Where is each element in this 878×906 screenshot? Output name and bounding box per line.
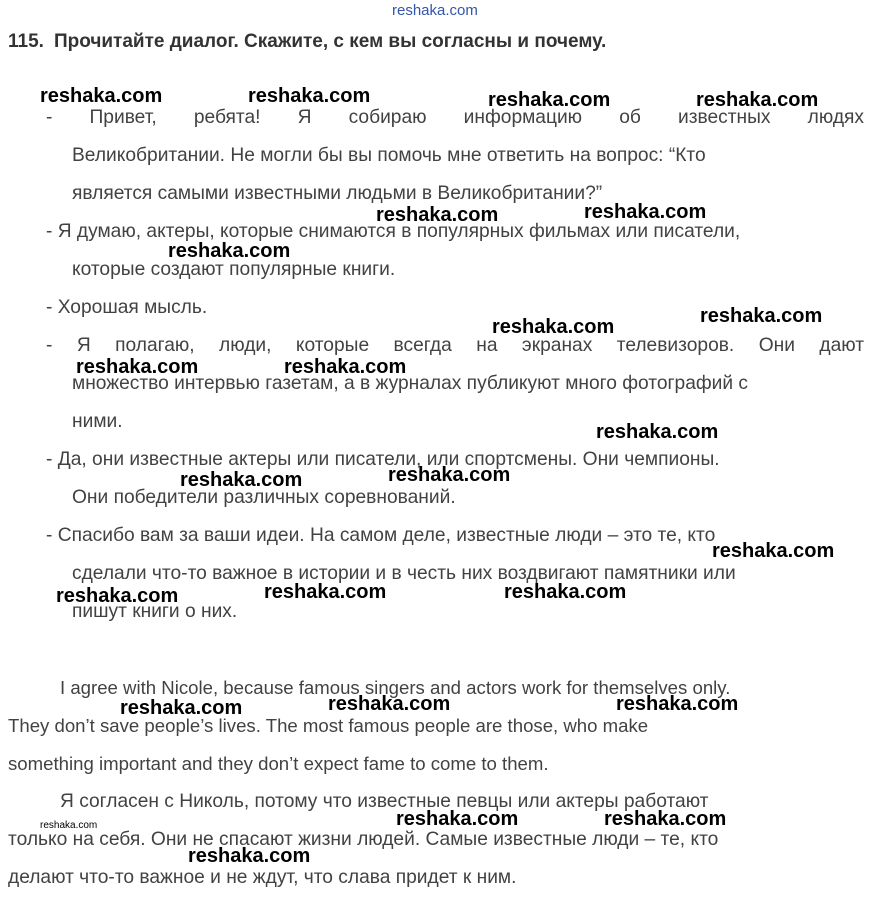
dialogue-line: - Я думаю, актеры, которые снимаются в популярных фильмах или писатели, (46, 221, 741, 242)
watermark: reshaka.com (56, 585, 179, 607)
exercise-instruction: Прочитайте диалог. Скажите, с кем вы согласны и почему. (53, 31, 607, 52)
dialogue-line: - Привет, ребята! Я собираю информацию об известных людях (46, 107, 864, 128)
watermark: reshaka.com (616, 693, 739, 715)
watermark: reshaka.com (696, 89, 819, 111)
dialogue-line: Они победители различных соревнований. (72, 487, 456, 508)
dialogue-line: пишут книги о них. (72, 601, 238, 622)
exercise-number: 115. (8, 31, 44, 52)
answer-english-line: something important and they don’t expect fame to come to them. (8, 753, 549, 774)
watermark: reshaka.com (504, 581, 627, 603)
watermark: reshaka.com (488, 89, 611, 111)
watermark: reshaka.com (168, 240, 291, 262)
watermark: reshaka.com (328, 693, 451, 715)
watermark: reshaka.com (712, 540, 835, 562)
watermark: reshaka.com (700, 305, 823, 327)
dialogue-line: множество интервью газетам, а в журналах публикуют много фотографий с (72, 373, 749, 394)
watermark-small: reshaka.com (40, 820, 98, 831)
dialogue-line: сделали что-то важное в истории и в честь них воздвигают памятники или (72, 563, 736, 584)
watermark: reshaka.com (120, 697, 243, 719)
watermark: reshaka.com (396, 808, 519, 830)
watermark: reshaka.com (388, 464, 511, 486)
dialogue-line: - Да, они известные актеры или писатели, или спортсмены. Они чемпионы. (46, 449, 720, 470)
answer-russian-line: только на себя. Они не спасают жизни людей. Самые известные люди – те, кто (8, 829, 719, 850)
watermark: reshaka.com (40, 85, 163, 107)
watermark: reshaka.com (188, 845, 311, 867)
dialogue-line: которые создают популярные книги. (72, 259, 396, 280)
dialogue-line: является самыми известными людьми в Великобритании?” (72, 183, 603, 204)
watermark: reshaka.com (248, 85, 371, 107)
dialogue-line: - Я полагаю, люди, которые всегда на экранах телевизоров. Они дают (46, 335, 864, 356)
header-watermark: reshaka.com (392, 2, 478, 19)
exercise-title (8, 31, 868, 53)
watermark: reshaka.com (604, 808, 727, 830)
answer-russian-line: делают что-то важное и не ждут, что слава придет к ним. (8, 867, 517, 888)
watermark: reshaka.com (264, 581, 387, 603)
watermark: reshaka.com (492, 316, 615, 338)
dialogue-line: ними. (72, 411, 123, 432)
watermark: reshaka.com (76, 356, 199, 378)
watermark: reshaka.com (596, 421, 719, 443)
answer-english-line: They don’t save people’s lives. The most famous people are those, who make (8, 715, 649, 736)
watermark: reshaka.com (180, 469, 303, 491)
dialogue-line: Великобритании. Не могли бы вы помочь мне ответить на вопрос: “Кто (72, 145, 706, 166)
watermark: reshaka.com (584, 201, 707, 223)
watermark: reshaka.com (284, 356, 407, 378)
answer-russian-line: Я согласен с Николь, потому что известные певцы или актеры работают (60, 791, 709, 812)
watermark: reshaka.com (376, 204, 499, 226)
answer-english-line: I agree with Nicole, because famous singers and actors work for themselves only. (60, 677, 731, 698)
dialogue-line: - Хорошая мысль. (46, 297, 208, 318)
dialogue-line: - Спасибо вам за ваши идеи. На самом деле, известные люди – это те, кто (46, 525, 716, 546)
